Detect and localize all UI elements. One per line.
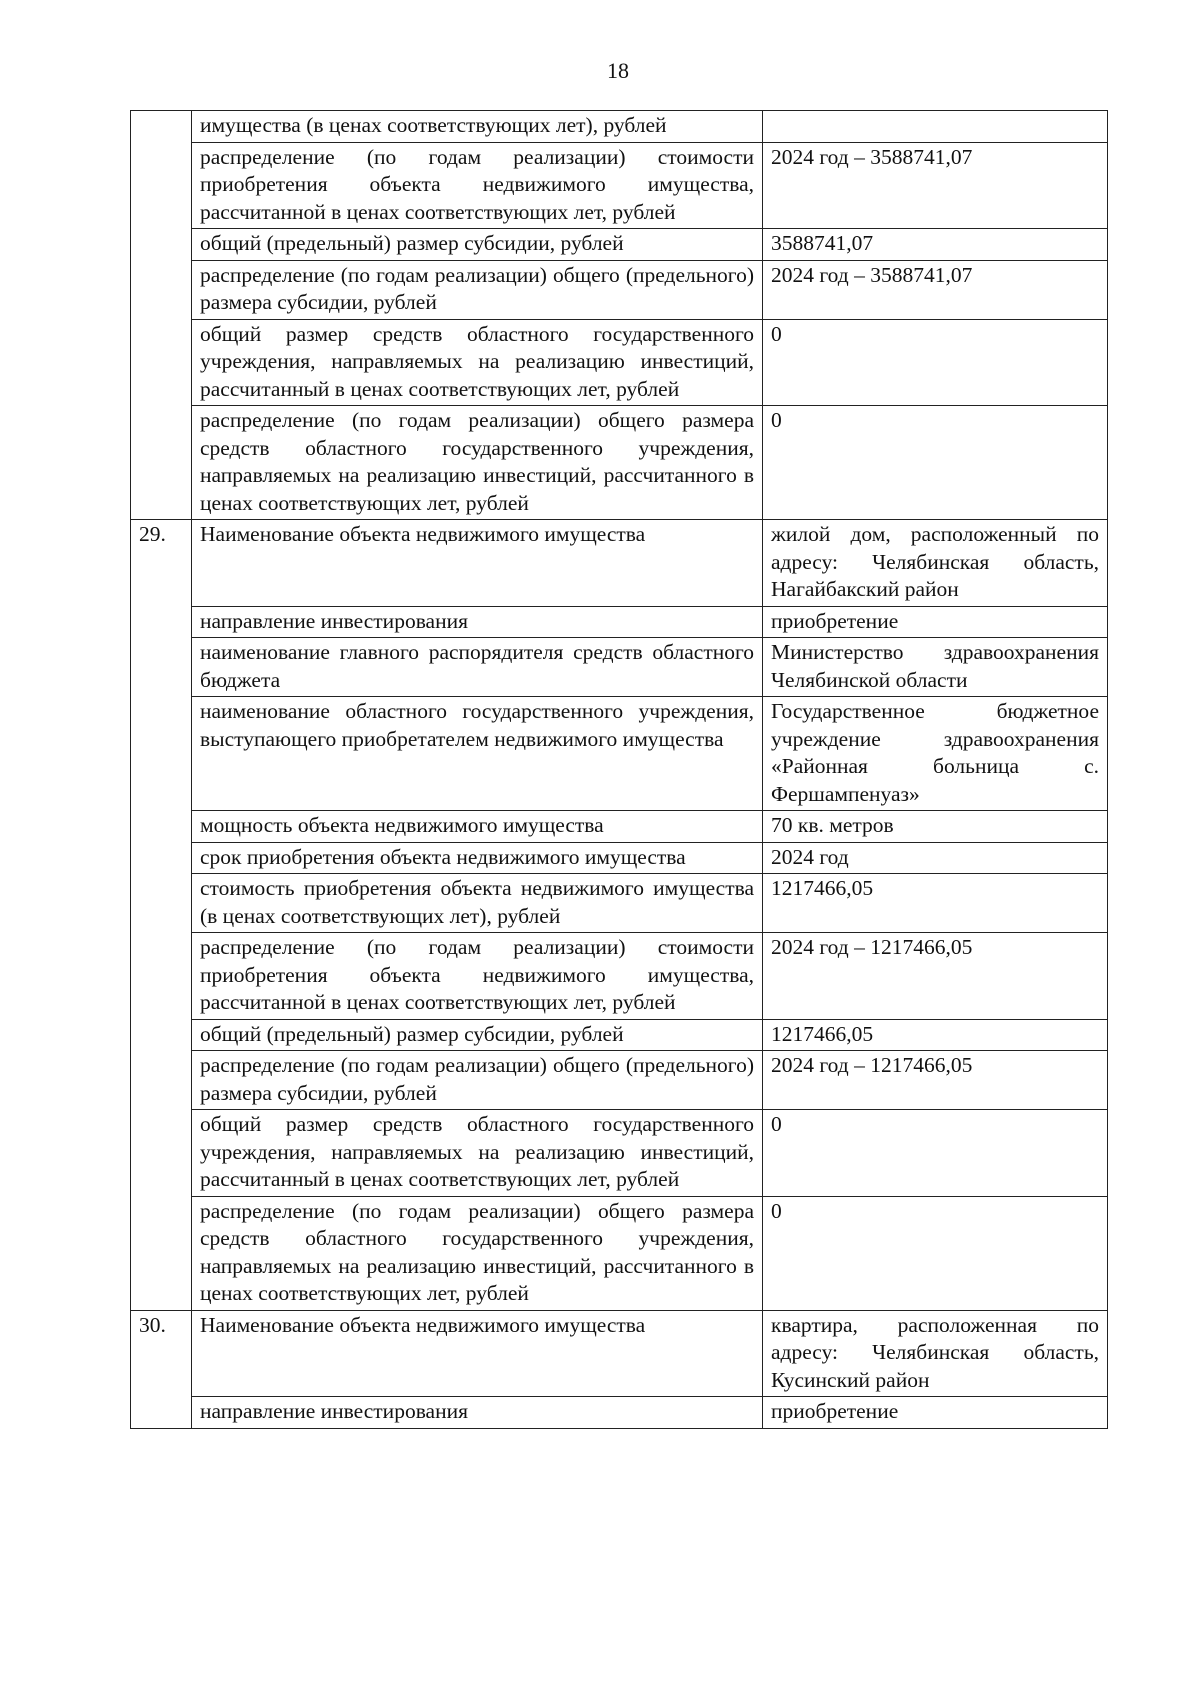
row-value: 2024 год – 1217466,05 [763, 1051, 1108, 1110]
row-label: общий размер средств областного государственного учреждения, направляемых на реализацию инвестиций, рассчитанный в ценах соответствующих лет, рублей [192, 1110, 763, 1197]
row-label: имущества (в ценах соответствующих лет), рублей [192, 111, 763, 143]
row-label: наименование областного государственного учреждения, выступающего приобретателем недвижимого имущества [192, 697, 763, 811]
row-value: 0 [763, 1110, 1108, 1197]
row-value: приобретение [763, 1397, 1108, 1429]
table-row [131, 697, 1108, 811]
table-row [131, 606, 1108, 638]
row-value: 1217466,05 [763, 874, 1108, 933]
row-value: 2024 год – 3588741,07 [763, 260, 1108, 319]
table-row [131, 319, 1108, 406]
table-row [131, 1019, 1108, 1051]
row-value: 2024 год [763, 842, 1108, 874]
row-value: 0 [763, 319, 1108, 406]
row-number [131, 111, 192, 520]
row-label: распределение (по годам реализации) стоимости приобретения объекта недвижимого имущества, рассчитанной в ценах соответствующих лет, рублей [192, 933, 763, 1020]
row-label: общий (предельный) размер субсидии, рублей [192, 1019, 763, 1051]
table-row [131, 229, 1108, 261]
table-row [131, 1110, 1108, 1197]
row-value: квартира, расположенная по адресу: Челябинская область, Кусинский район [763, 1310, 1108, 1397]
table-row [131, 406, 1108, 520]
row-label: распределение (по годам реализации) стоимости приобретения объекта недвижимого имущества, рассчитанной в ценах соответствующих лет, рублей [192, 142, 763, 229]
row-value: Государственное бюджетное учреждение здравоохранения «Районная больница с. Фершампенуаз» [763, 697, 1108, 811]
table-row [131, 260, 1108, 319]
row-label: срок приобретения объекта недвижимого имущества [192, 842, 763, 874]
investment-table [130, 110, 1108, 1429]
page-number: 18 [607, 58, 629, 83]
table-row [131, 638, 1108, 697]
table-row [131, 111, 1108, 143]
row-value: 70 кв. метров [763, 811, 1108, 843]
row-value: 3588741,07 [763, 229, 1108, 261]
row-label: Наименование объекта недвижимого имущества [192, 1310, 763, 1397]
table-row [131, 933, 1108, 1020]
row-label: общий (предельный) размер субсидии, рублей [192, 229, 763, 261]
row-label: направление инвестирования [192, 606, 763, 638]
row-label: Наименование объекта недвижимого имущества [192, 520, 763, 607]
table-row [131, 842, 1108, 874]
row-label: наименование главного распорядителя средств областного бюджета [192, 638, 763, 697]
row-value: 1217466,05 [763, 1019, 1108, 1051]
row-label: распределение (по годам реализации) общего (предельного) размера субсидии, рублей [192, 260, 763, 319]
row-value: 0 [763, 1196, 1108, 1310]
row-label: распределение (по годам реализации) общего (предельного) размера субсидии, рублей [192, 1051, 763, 1110]
row-value: 2024 год – 1217466,05 [763, 933, 1108, 1020]
row-value: приобретение [763, 606, 1108, 638]
row-label: мощность объекта недвижимого имущества [192, 811, 763, 843]
row-number: 29. [131, 520, 192, 1311]
row-label: направление инвестирования [192, 1397, 763, 1429]
row-value: жилой дом, расположенный по адресу: Челябинская область, Нагайбакский район [763, 520, 1108, 607]
row-value: 0 [763, 406, 1108, 520]
row-value: Министерство здравоохранения Челябинской области [763, 638, 1108, 697]
table-row [131, 1397, 1108, 1429]
table-row [131, 520, 1108, 607]
row-value [763, 111, 1108, 143]
row-number: 30. [131, 1310, 192, 1428]
table-row [131, 874, 1108, 933]
table-row [131, 142, 1108, 229]
row-label: распределение (по годам реализации) общего размера средств областного государственного учреждения, направляемых на реализацию инвестиций, рассчитанного в ценах соответствующих лет, рублей [192, 406, 763, 520]
row-label: стоимость приобретения объекта недвижимого имущества (в ценах соответствующих лет), рублей [192, 874, 763, 933]
table-row [131, 811, 1108, 843]
table-row [131, 1051, 1108, 1110]
row-label: общий размер средств областного государственного учреждения, направляемых на реализацию инвестиций, рассчитанный в ценах соответствующих лет, рублей [192, 319, 763, 406]
table-row [131, 1196, 1108, 1310]
row-label: распределение (по годам реализации) общего размера средств областного государственного учреждения, направляемых на реализацию инвестиций, рассчитанного в ценах соответствующих лет, рублей [192, 1196, 763, 1310]
row-value: 2024 год – 3588741,07 [763, 142, 1108, 229]
table-body [131, 111, 1108, 1429]
table-row [131, 1310, 1108, 1397]
